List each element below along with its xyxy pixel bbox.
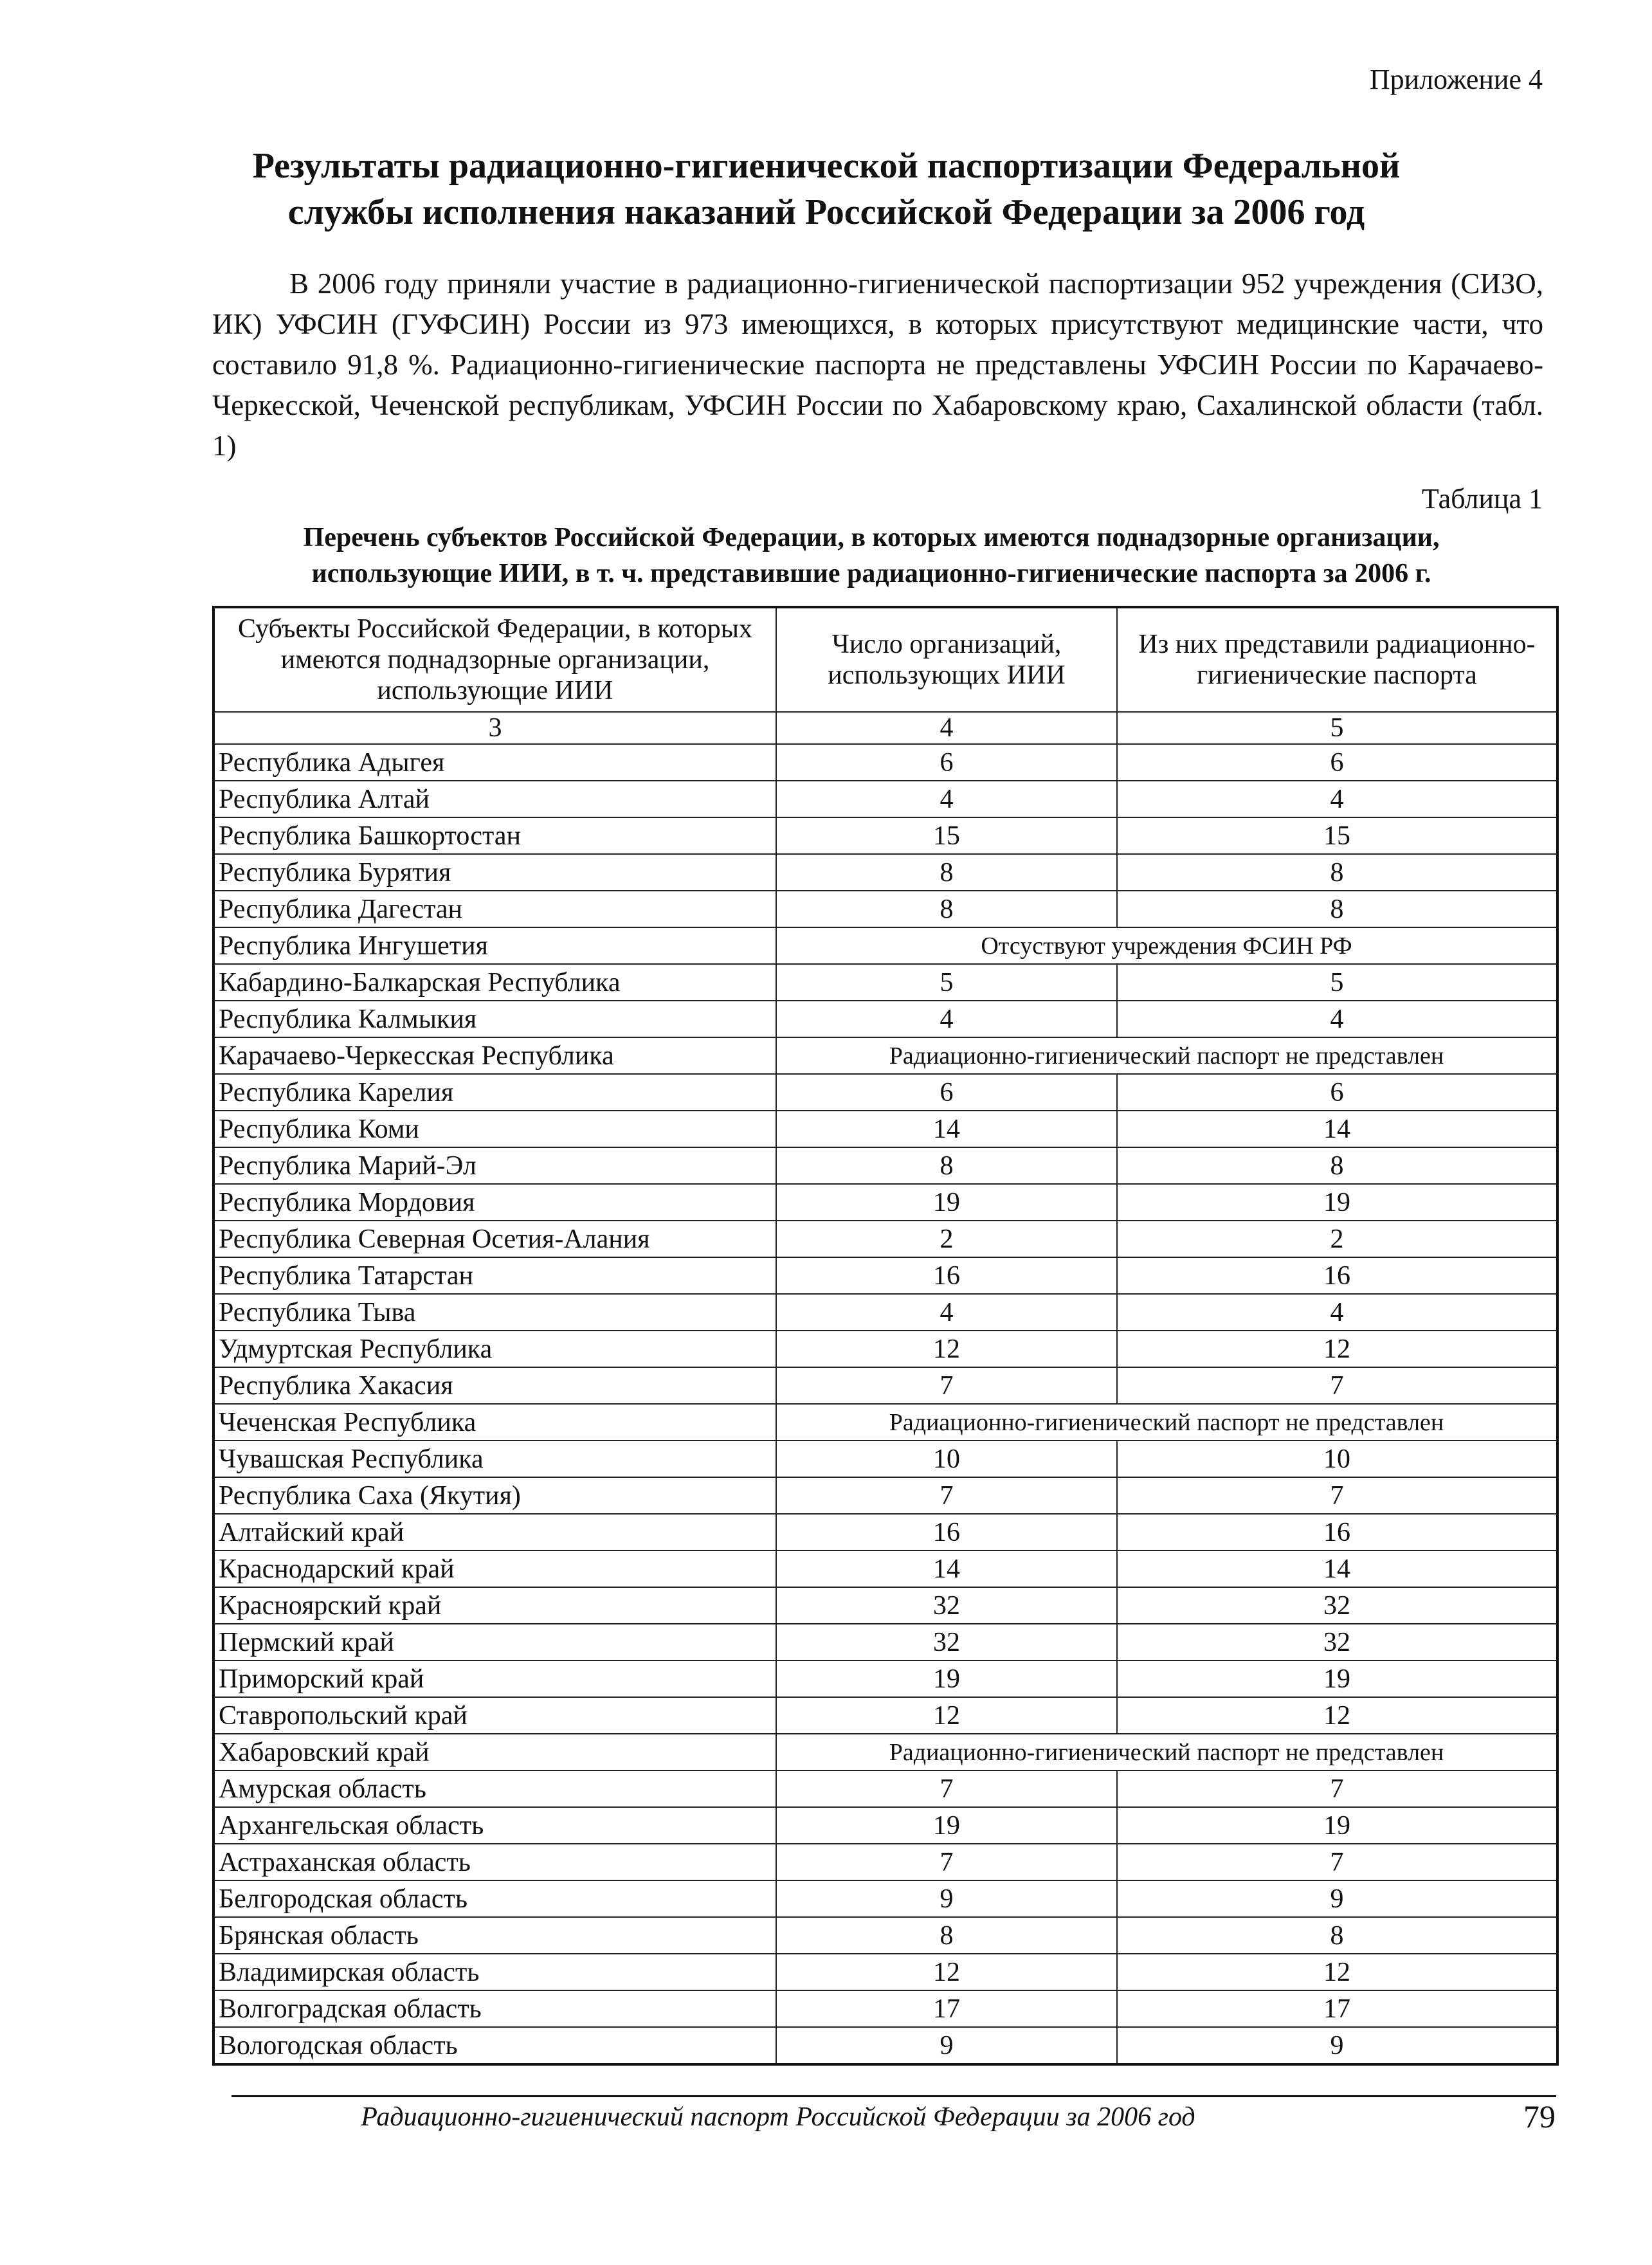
- table-row: [213, 1221, 1557, 1257]
- caption-line-2a: использующие: [311, 559, 499, 588]
- table-row: [213, 744, 1557, 781]
- passports-cell: 9: [1117, 2027, 1557, 2064]
- subject-name-cell: Республика Хакасия: [213, 1367, 776, 1404]
- table-row: [213, 1001, 1557, 1037]
- passports-cell: 19: [1117, 1184, 1557, 1221]
- count-cell: 16: [776, 1514, 1117, 1551]
- caption-abbrev: ИИИ: [498, 559, 562, 588]
- count-cell: 14: [776, 1551, 1117, 1587]
- page-title: [193, 143, 1460, 235]
- subject-name-cell: Астраханская область: [213, 1844, 776, 1880]
- passports-cell: 7: [1117, 1770, 1557, 1807]
- count-cell: 8: [776, 891, 1117, 927]
- subject-name-cell: Республика Саха (Якутия): [213, 1477, 776, 1514]
- passports-cell: 14: [1117, 1111, 1557, 1147]
- table-row: [213, 1844, 1557, 1880]
- subject-name-cell: Архангельская область: [213, 1807, 776, 1844]
- subject-name-cell: Республика Бурятия: [213, 854, 776, 891]
- table-row: [213, 817, 1557, 854]
- passports-cell: 16: [1117, 1257, 1557, 1294]
- table-row: [213, 891, 1557, 927]
- table-row: [213, 1074, 1557, 1111]
- passports-cell: 5: [1117, 964, 1557, 1001]
- subject-name-cell: Республика Марий-Эл: [213, 1147, 776, 1184]
- count-cell: 19: [776, 1184, 1117, 1221]
- passports-cell: 2: [1117, 1221, 1557, 1257]
- passports-cell: 7: [1117, 1477, 1557, 1514]
- subject-name-cell: Кабардино-Балкарская Республика: [213, 964, 776, 1001]
- passports-cell: 9: [1117, 1880, 1557, 1917]
- intro-paragraph: В 2006 году приняли участие в радиационно-гигиенической паспортизации 952 учреждения (СИЗО, ИК) УФСИН (ГУФСИН) России из 973 имеющихся, в которых присутствуют медицинские части, что составило 91,8 %. Радиационно-гигиенические паспорта не представлены УФСИН России по Карачаево-Черкесской, Чеченской республикам, УФСИН России по Хабаровскому краю, Сахалинской области (табл. 1): [212, 268, 1543, 462]
- table-row: [213, 1660, 1557, 1697]
- count-cell: 9: [776, 2027, 1117, 2064]
- table-row: [213, 1551, 1557, 1587]
- subject-name-cell: Республика Мордовия: [213, 1184, 776, 1221]
- note-cell: Радиационно-гигиенический паспорт не представлен: [776, 1404, 1557, 1441]
- table-row: [213, 1331, 1557, 1367]
- passports-cell: 12: [1117, 1697, 1557, 1734]
- table-row: [213, 1441, 1557, 1477]
- table-row: [213, 1954, 1557, 1990]
- note-cell: Радиационно-гигиенический паспорт не представлен: [776, 1734, 1557, 1770]
- count-cell: 7: [776, 1844, 1117, 1880]
- title-line-1: Результаты радиационно-гигиенической паспортизации Федеральной: [252, 146, 1401, 186]
- subject-name-cell: Хабаровский край: [213, 1734, 776, 1770]
- subject-name-cell: Белгородская область: [213, 1880, 776, 1917]
- count-cell: 7: [776, 1367, 1117, 1404]
- count-cell: 6: [776, 744, 1117, 781]
- table-row: [213, 1037, 1557, 1074]
- subject-name-cell: Вологодская область: [213, 2027, 776, 2064]
- subject-name-cell: Чувашская Республика: [213, 1441, 776, 1477]
- table-row: [213, 1257, 1557, 1294]
- subject-name-cell: Республика Ингушетия: [213, 927, 776, 964]
- passports-cell: 4: [1117, 1001, 1557, 1037]
- passports-cell: 7: [1117, 1367, 1557, 1404]
- passports-cell: 8: [1117, 891, 1557, 927]
- count-cell: 2: [776, 1221, 1117, 1257]
- count-cell: 19: [776, 1660, 1117, 1697]
- column-numbers-row: [213, 712, 1557, 744]
- appendix-label: Приложение 4: [1369, 64, 1543, 95]
- passports-cell: 14: [1117, 1551, 1557, 1587]
- subject-name-cell: Республика Татарстан: [213, 1257, 776, 1294]
- caption-line-1: Перечень субъектов Российской Федерации, в которых имеются поднадзорные организации,: [303, 523, 1440, 552]
- subject-name-cell: Приморский край: [213, 1660, 776, 1697]
- table-row: [213, 1990, 1557, 2027]
- passports-cell: 10: [1117, 1441, 1557, 1477]
- count-cell: 12: [776, 1331, 1117, 1367]
- table-row: [213, 781, 1557, 817]
- table-row: [213, 1294, 1557, 1331]
- table-row: [213, 964, 1557, 1001]
- subject-name-cell: Удмуртская Республика: [213, 1331, 776, 1367]
- table-row: [213, 1587, 1557, 1624]
- table-row: [213, 854, 1557, 891]
- subject-name-cell: Республика Тыва: [213, 1294, 776, 1331]
- header-subjects: Субъекты Российской Федерации, в которых имеются поднадзорные организации, использующие ИИИ: [213, 607, 776, 712]
- passports-cell: 19: [1117, 1807, 1557, 1844]
- subject-name-cell: Брянская область: [213, 1917, 776, 1954]
- subject-name-cell: Республика Карелия: [213, 1074, 776, 1111]
- count-cell: 4: [776, 1294, 1117, 1331]
- column-number: 3: [213, 712, 776, 744]
- passports-cell: 7: [1117, 1844, 1557, 1880]
- column-number: 5: [1117, 712, 1557, 744]
- subject-name-cell: Ставропольский край: [213, 1697, 776, 1734]
- count-cell: 32: [776, 1587, 1117, 1624]
- table-row: [213, 1917, 1557, 1954]
- count-cell: 7: [776, 1477, 1117, 1514]
- table-row: [213, 1624, 1557, 1660]
- header-count: Число организаций, использующих ИИИ: [776, 607, 1117, 712]
- subject-name-cell: Пермский край: [213, 1624, 776, 1660]
- subject-name-cell: Республика Дагестан: [213, 891, 776, 927]
- table-row: [213, 1147, 1557, 1184]
- passports-cell: 32: [1117, 1624, 1557, 1660]
- subject-name-cell: Краснодарский край: [213, 1551, 776, 1587]
- subject-name-cell: Красноярский край: [213, 1587, 776, 1624]
- count-cell: 8: [776, 1147, 1117, 1184]
- count-cell: 8: [776, 854, 1117, 891]
- count-cell: 16: [776, 1257, 1117, 1294]
- caption-line-2: [193, 556, 1550, 592]
- count-cell: 14: [776, 1111, 1117, 1147]
- table-row: [213, 2027, 1557, 2064]
- table-caption: [193, 520, 1550, 592]
- subject-name-cell: Республика Алтай: [213, 781, 776, 817]
- count-cell: 12: [776, 1954, 1117, 1990]
- subject-name-cell: Владимирская область: [213, 1954, 776, 1990]
- table-row: [213, 1880, 1557, 1917]
- passports-cell: 12: [1117, 1331, 1557, 1367]
- subject-name-cell: Алтайский край: [213, 1514, 776, 1551]
- subject-name-cell: Республика Адыгея: [213, 744, 776, 781]
- header-passports: Из них представили радиационно-гигиенические паспорта: [1117, 607, 1557, 712]
- table-row: [213, 1111, 1557, 1147]
- count-cell: 7: [776, 1770, 1117, 1807]
- subject-name-cell: Республика Коми: [213, 1111, 776, 1147]
- subject-name-cell: Республика Калмыкия: [213, 1001, 776, 1037]
- passports-cell: 15: [1117, 817, 1557, 854]
- count-cell: 32: [776, 1624, 1117, 1660]
- page-number: 79: [1523, 2098, 1556, 2134]
- note-cell: Радиационно-гигиенический паспорт не представлен: [776, 1037, 1557, 1074]
- passports-cell: 16: [1117, 1514, 1557, 1551]
- table-row: [213, 1477, 1557, 1514]
- count-cell: 17: [776, 1990, 1117, 2027]
- table-row: [213, 1514, 1557, 1551]
- passports-cell: 8: [1117, 1917, 1557, 1954]
- passports-cell: 12: [1117, 1954, 1557, 1990]
- passports-cell: 19: [1117, 1660, 1557, 1697]
- passports-cell: 6: [1117, 744, 1557, 781]
- count-cell: 15: [776, 817, 1117, 854]
- table-row: [213, 1734, 1557, 1770]
- table-header-row: [213, 607, 1557, 712]
- passports-cell: 8: [1117, 854, 1557, 891]
- page-footer: Радиационно-гигиенический паспорт Российской Федерации за 2006 год: [361, 2102, 1195, 2132]
- table-row: [213, 1697, 1557, 1734]
- table-row: [213, 1770, 1557, 1807]
- count-cell: 12: [776, 1697, 1117, 1734]
- subject-name-cell: Карачаево-Черкесская Республика: [213, 1037, 776, 1074]
- footer-divider: [231, 2095, 1556, 2097]
- subject-name-cell: Республика Башкортостан: [213, 817, 776, 854]
- count-cell: 9: [776, 1880, 1117, 1917]
- count-cell: 8: [776, 1917, 1117, 1954]
- passports-cell: 8: [1117, 1147, 1557, 1184]
- table-row: [213, 1807, 1557, 1844]
- count-cell: 10: [776, 1441, 1117, 1477]
- subject-name-cell: Республика Северная Осетия-Алания: [213, 1221, 776, 1257]
- subject-name-cell: Амурская область: [213, 1770, 776, 1807]
- count-cell: 4: [776, 781, 1117, 817]
- subjects-table: [212, 606, 1559, 2066]
- passports-cell: 4: [1117, 781, 1557, 817]
- title-line-2: службы исполнения наказаний Российской Федерации за 2006 год: [287, 192, 1365, 232]
- subject-name-cell: Волгоградская область: [213, 1990, 776, 2027]
- table-number: Таблица 1: [1421, 483, 1543, 514]
- note-cell: Отсуствуют учреждения ФСИН РФ: [776, 927, 1557, 964]
- count-cell: 6: [776, 1074, 1117, 1111]
- passports-cell: 4: [1117, 1294, 1557, 1331]
- passports-cell: 17: [1117, 1990, 1557, 2027]
- column-number: 4: [776, 712, 1117, 744]
- passports-cell: 32: [1117, 1587, 1557, 1624]
- table-row: [213, 1184, 1557, 1221]
- table-row: [213, 1367, 1557, 1404]
- caption-line-2c: , в т. ч. представившие радиационно-гигиенические паспорта за 2006 г.: [561, 559, 1431, 588]
- passports-cell: 6: [1117, 1074, 1557, 1111]
- table-row: [213, 927, 1557, 964]
- count-cell: 19: [776, 1807, 1117, 1844]
- count-cell: 4: [776, 1001, 1117, 1037]
- subject-name-cell: Чеченская Республика: [213, 1404, 776, 1441]
- table-row: [213, 1404, 1557, 1441]
- count-cell: 5: [776, 964, 1117, 1001]
